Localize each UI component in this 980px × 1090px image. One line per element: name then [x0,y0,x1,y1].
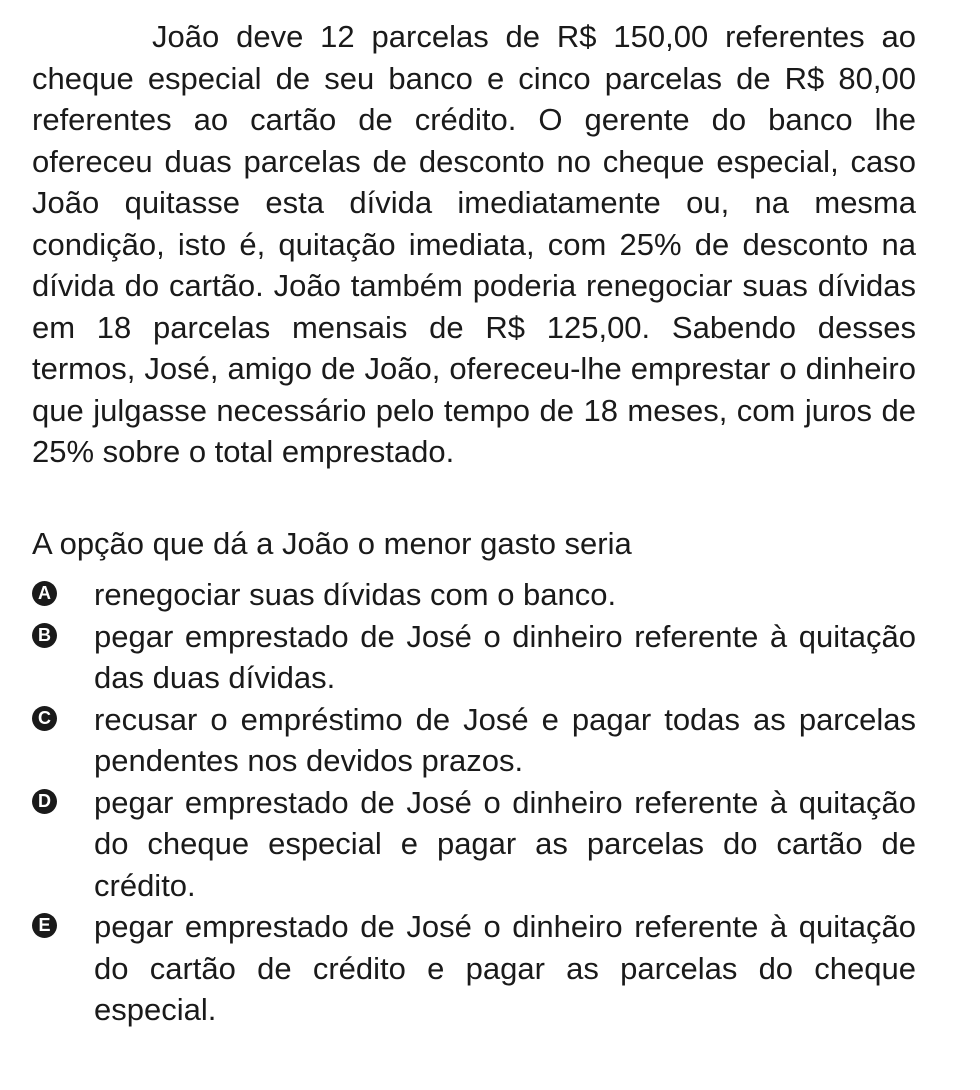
option-c-letter-badge: C [32,706,57,731]
option-e[interactable] [32,906,916,1031]
option-e-text: pegar emprestado de José o dinheiro referente à quitação do cartão de crédito e pagar as parcelas do cheque especial. [94,909,916,1027]
option-b[interactable] [32,616,916,699]
answer-options [32,574,916,1031]
option-a-text: renegociar suas dívidas com o banco. [94,577,617,612]
option-d[interactable] [32,782,916,907]
option-a-letter-badge: A [32,581,57,606]
option-c-text: recusar o empréstimo de José e pagar todas as parcelas pendentes nos devidos prazos. [94,701,916,778]
option-c[interactable] [32,699,916,782]
option-d-letter-badge: D [32,789,57,814]
option-d-text: pegar emprestado de José o dinheiro referente à quitação do cheque especial e pagar as parcelas do cartão de crédito. [94,784,916,903]
option-e-letter-badge: E [32,913,57,938]
question-prompt: A opção que dá a João o menor gasto seria [32,525,632,561]
option-b-letter-badge: B [32,623,57,648]
option-a[interactable] [32,574,916,616]
question-container [32,16,916,1031]
option-b-text: pegar emprestado de José o dinheiro referente à quitação das duas dívidas. [94,618,916,695]
question-stem: João deve 12 parcelas de R$ 150,00 referentes ao cheque especial de seu banco e cinco parcelas de R$ 80,00 referentes ao cartão de crédito. O gerente do banco lhe ofereceu duas parcelas de desconto no cheque especial, caso João quitasse esta dívida imediatamente ou, na mesma condição, isto é, quitação imediata, com 25% de desconto na dívida do cartão. João também poderia renegociar suas dívidas em 18 parcelas mensais de R$ 125,00. Sabendo desses termos, José, amigo de João, ofereceu-lhe emprestar o dinheiro que julgasse necessário pelo tempo de 18 meses, com juros de 25% sobre o total emprestado. [32,19,916,469]
